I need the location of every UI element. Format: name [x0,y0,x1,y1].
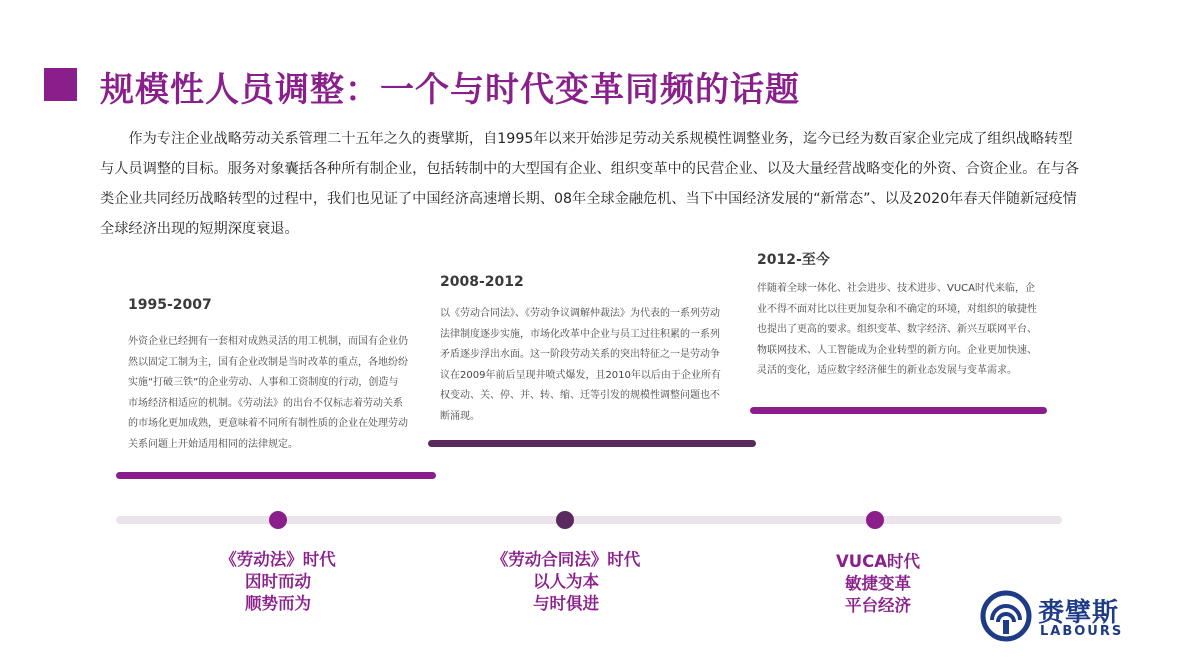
era-3-bar [750,407,1047,414]
intro-paragraph [100,124,1080,244]
logo-subtitle: LABOURS [1040,624,1124,639]
company-logo [980,590,1140,645]
era-2-description: 以《劳动合同法》、《劳动争议调解仲裁法》为代表的一系列劳动法律制度逐步实施，市场化改革中企业与员工过往积累的一系列矛盾逐步浮出水面。这一阶段劳动关系的突出特征之一是劳动争议在2009年前后呈现井喷式爆发，且2010年以后由于企业所有权变动、关、停、并、转、缩、迁等引发的规模性调整问题也不断涌现。 [440,308,721,422]
intro-text: 作为专注企业战略劳动关系管理二十五年之久的赉擘斯，自1995年以来开始涉足劳动关系规模性调整业务，迄今已经为数百家企业完成了组织战略转型与人员调整的目标。服务对象囊括各种所有制企业，包括转制中的大型国有企业、组织变革中的民营企业、以及大量经营战略变化的外资、合资企业。在与各类企业共同经历战略转型的过程中，我们也见证了中国经济高速增长期、08年全球金融危机、当下中国经济发展的“新常态”、以及2020年春天伴随新冠疫情全球经济出现的短期深度衰退。 [100,131,1079,237]
era-3-year: 2012-至今 [757,252,830,268]
timeline-dot-1 [269,511,287,529]
timeline-dot-2 [556,511,574,529]
page-title: 规模性人员调整：一个与时代变革同频的话题 [100,70,800,110]
era-3-caption-line: 平台经济 [845,596,911,615]
era-1-caption [188,549,368,615]
era-3-caption-line: 敏捷变革 [845,574,911,593]
era-3-caption-line: VUCA时代 [835,552,921,571]
era-1-caption-line: 《劳动法》时代 [220,550,336,569]
era-2-caption-line: 与时俱进 [533,594,599,613]
era-2-caption-line: 《劳动合同法》时代 [491,550,641,569]
logo-name: 赉擘斯 [1038,598,1120,628]
era-3-description: 伴随着全球一体化、社会进步、技术进步、VUCA时代来临，企业不得不面对比以往更加复杂和不确定的环境，对组织的敏捷性也提出了更高的要求。组织变革、数字经济、新兴互联网平台、物联网技术、人工智能成为企业转型的新方向。企业更加快速、灵活的变化，适应数字经济催生的新业态发展与变革需求。 [757,283,1037,376]
era-1-caption-line: 顺势而为 [245,594,311,613]
era-1-caption-line: 因时而动 [245,572,311,591]
era-3-caption [788,551,968,617]
era-2-caption-line: 以人为本 [533,572,599,591]
era-1-year: 1995-2007 [128,297,212,313]
era-2-caption [476,549,656,615]
era-2-year: 2008-2012 [440,274,524,290]
era-2-bar [428,440,756,447]
era-1-description: 外资企业已经拥有一套相对成熟灵活的用工机制，而国有企业仍然以固定工制为主，国有企业改制是当时改革的重点，各地纷纷实施“打破三铁”的企业劳动、人事和工资制度的行动，创造与市场经济相适应的机制。《劳动法》的出台不仅标志着劳动关系的市场化更加成熟，更意味着不同所有制性质的企业在处理劳动关系问题上开始适用相同的法律规定。 [128,336,408,450]
timeline-track [116,516,1062,524]
logo-icon [980,590,1032,642]
era-1-bar [116,472,436,479]
title-marker [44,68,77,101]
timeline-dot-3 [866,511,884,529]
